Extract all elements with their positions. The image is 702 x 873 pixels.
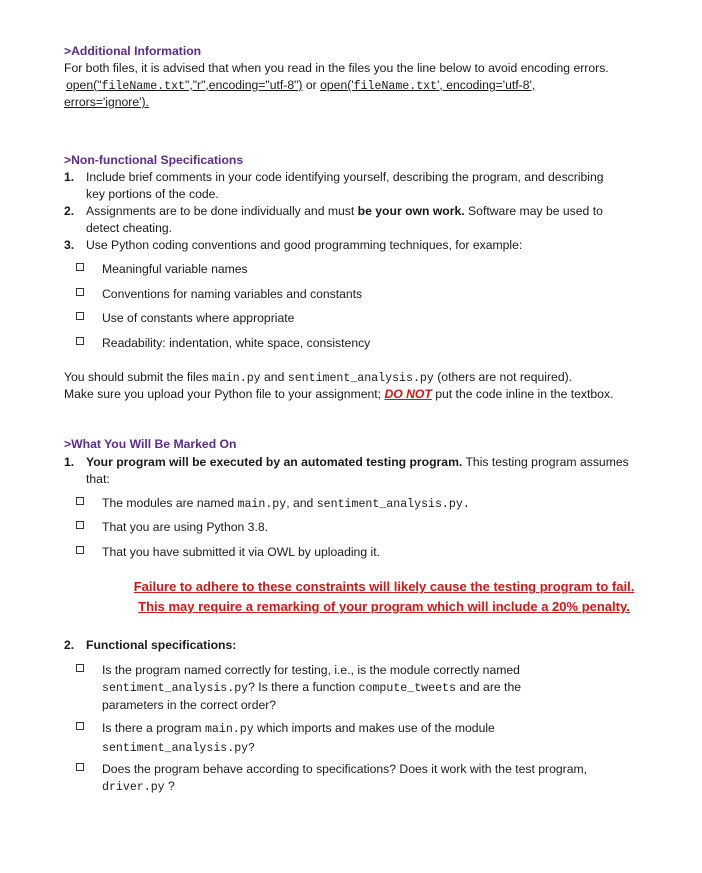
checkbox-bullet-icon: [76, 337, 84, 345]
checkbox-bullet-icon: [76, 312, 84, 320]
additional-info-line: For both files, it is advised that when you read in the files you the line below to avoid encoding errors.: [64, 61, 609, 75]
list-item: Is there a program main.py which imports and makes use of the module sentiment_analysis.py?: [102, 721, 495, 755]
nonfunctional-item-2: Assignments are to be done individually and must be your own work. Software may be used to detect cheating.: [86, 204, 603, 235]
additional-info-heading: >Additional Information: [64, 44, 202, 58]
list-number: 2.: [64, 638, 75, 652]
nonfunctional-item-1: Include brief comments in your code identifying yourself, describing the program, and describing key portions of the code.: [86, 170, 604, 201]
encoding-code-line-2: errors='ignore').: [64, 95, 149, 109]
upload-instructions-line: Make sure you upload your Python file to your assignment; DO NOT put the code inline in the textbox.: [64, 387, 614, 401]
checkbox-bullet-icon: [76, 521, 84, 529]
marking-heading: >What You Will Be Marked On: [64, 437, 237, 451]
list-item: That you are using Python 3.8.: [102, 520, 268, 534]
open-code-1: open("fileName.txt","r",encoding="utf-8"): [66, 78, 303, 93]
failure-warning-line-1: Failure to adhere to these constraints will likely cause the testing program to fail.: [133, 579, 635, 594]
checkbox-bullet-icon: [76, 288, 84, 296]
list-item: Meaningful variable names: [102, 262, 248, 276]
checkbox-bullet-icon: [76, 497, 84, 505]
checkbox-bullet-icon: [76, 263, 84, 271]
list-item: Does the program behave according to specifications? Does it work with the test program, driver.py ?: [102, 762, 588, 794]
list-item: That you have submitted it via OWL by uploading it.: [102, 545, 380, 559]
marking-item-2: Functional specifications:: [86, 638, 237, 652]
open-code-2: open('fileName.txt', encoding='utf-8',: [320, 78, 536, 93]
list-number: 3.: [64, 238, 75, 252]
list-item: Readability: indentation, white space, consistency: [102, 336, 371, 350]
list-item: The modules are named main.py, and sentiment_analysis.py.: [102, 496, 470, 511]
checkbox-bullet-icon: [76, 546, 84, 554]
encoding-code-line: open("fileName.txt","r",encoding="utf-8") or open('fileName.txt', encoding='utf-8',: [66, 78, 536, 93]
checkbox-bullet-icon: [76, 763, 84, 771]
list-number: 2.: [64, 204, 75, 218]
list-number: 1.: [64, 455, 75, 469]
list-item: Use of constants where appropriate: [102, 311, 295, 325]
list-number: 1.: [64, 170, 75, 184]
nonfunctional-item-3: Use Python coding conventions and good programming techniques, for example:: [86, 238, 523, 252]
marking-item-1: Your program will be executed by an automated testing program. This testing program assumes that:: [86, 455, 629, 486]
checkbox-bullet-icon: [76, 664, 84, 672]
submit-files-line: You should submit the files main.py and sentiment_analysis.py (others are not required).: [64, 370, 573, 385]
checkbox-bullet-icon: [76, 722, 84, 730]
failure-warning-line-2: This may require a remarking of your program which will include a 20% penalty.: [138, 599, 630, 614]
nonfunctional-heading: >Non-functional Specifications: [64, 153, 244, 167]
list-item: Is the program named correctly for testing, i.e., is the module correctly named sentiment_analysis.py? Is there a function compute_tweets and are the parameters in the correct order?: [102, 663, 522, 712]
list-item: Conventions for naming variables and constants: [102, 287, 363, 301]
